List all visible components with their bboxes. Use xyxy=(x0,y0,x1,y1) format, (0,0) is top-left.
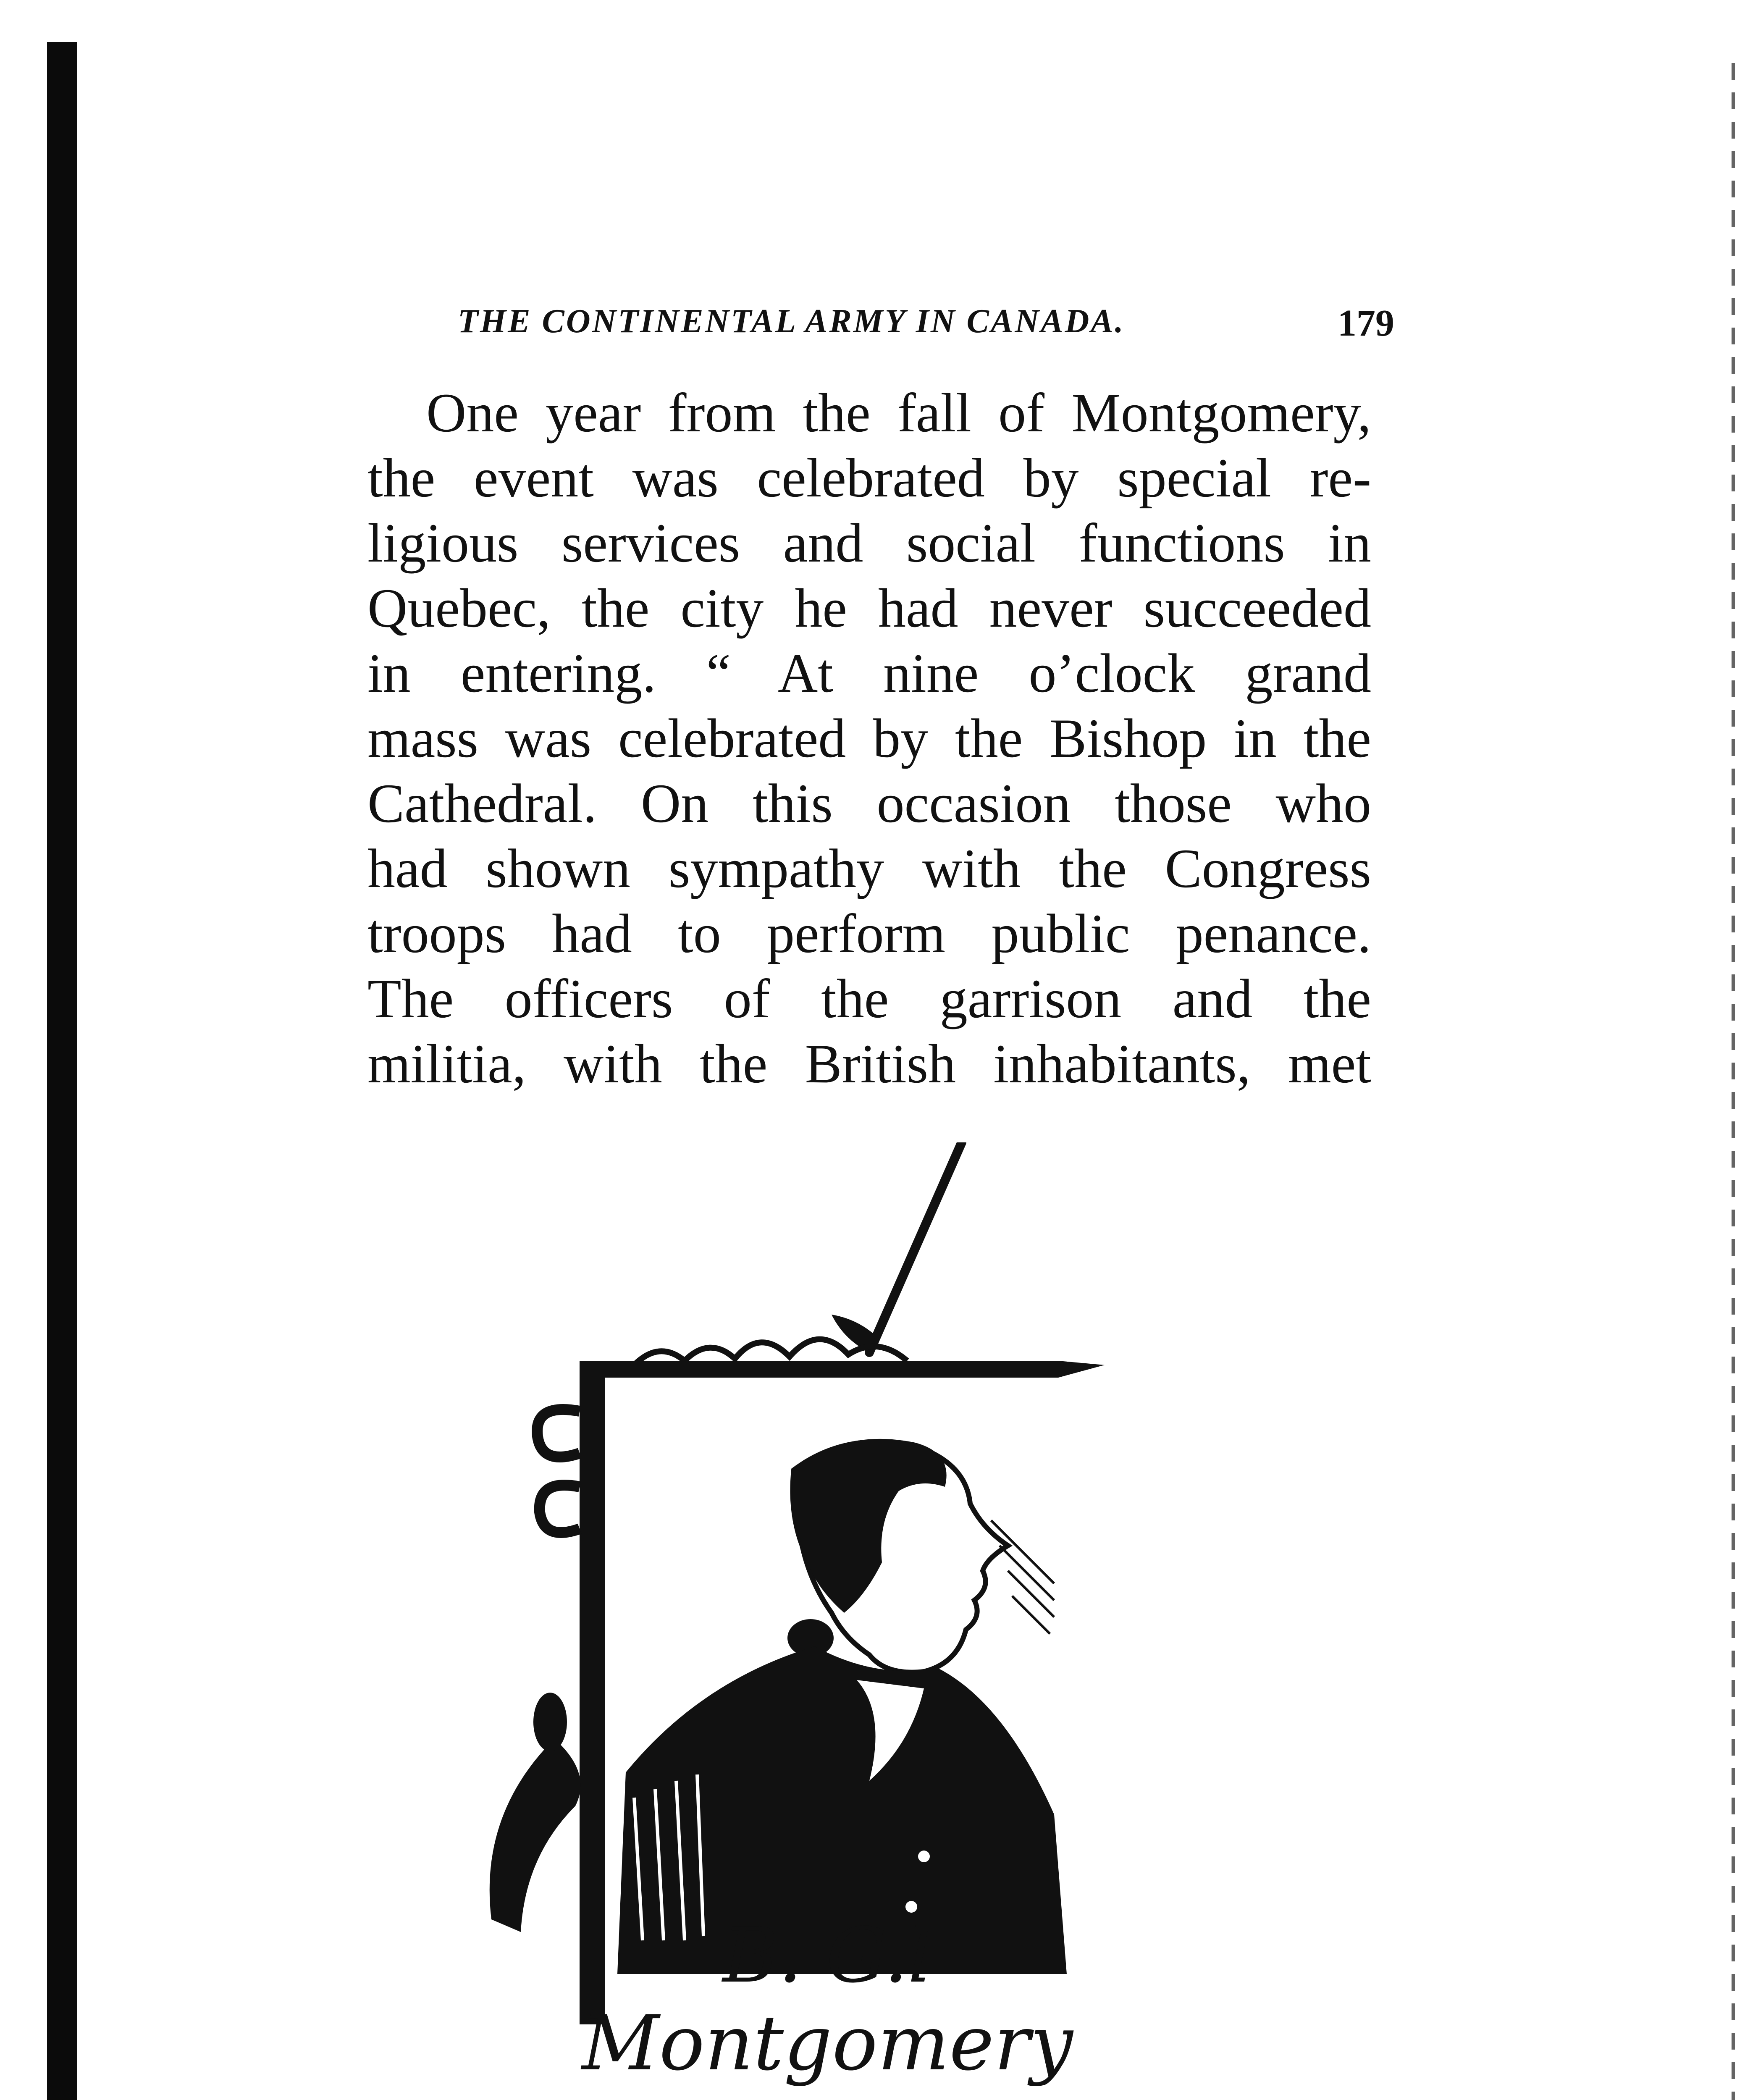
portrait-illustration xyxy=(466,1142,1189,2087)
frame-top-bar xyxy=(580,1361,1058,1378)
text-line: militia, with the British inhabitants, met xyxy=(367,1033,1371,1095)
coat-button xyxy=(905,1901,917,1913)
text-line: in entering. “ At nine o’clock grand xyxy=(367,642,1371,704)
page-edge-shadow xyxy=(1732,63,1735,2100)
running-head: THE CONTINENTAL ARMY IN CANADA. xyxy=(458,303,1125,340)
handwritten-signature: B. G.l Montgomery xyxy=(582,1912,1073,2087)
body-text xyxy=(367,380,1371,1096)
frame-arrow-end xyxy=(1058,1361,1105,1378)
text-line: mass was celebrated by the Bishop in the xyxy=(367,707,1371,769)
text-line: One year from the fall of Montgomery, xyxy=(426,382,1371,444)
text-line: the event was celebrated by special re- xyxy=(367,447,1371,509)
coat-button xyxy=(918,1851,930,1862)
scroll-ornament xyxy=(537,1410,580,1457)
text-line: Quebec, the city he had never succeeded xyxy=(367,577,1371,639)
text-line: ligious services and social functions in xyxy=(367,512,1371,574)
sword-pommel xyxy=(533,1693,567,1751)
sword-hilt xyxy=(490,1739,581,1932)
scroll-ornament xyxy=(540,1485,580,1533)
text-line: troops had to perform public penance. xyxy=(367,903,1371,964)
book-spine-shadow xyxy=(47,42,77,2100)
page-header xyxy=(458,294,1394,353)
text-line: Cathedral. On this occasion those who xyxy=(367,772,1371,834)
text-line: The officers of the garrison and the xyxy=(367,968,1371,1029)
text-line: had shown sympathy with the Congress xyxy=(367,837,1371,899)
quill-pen xyxy=(869,1142,962,1352)
page-number: 179 xyxy=(1338,302,1394,344)
